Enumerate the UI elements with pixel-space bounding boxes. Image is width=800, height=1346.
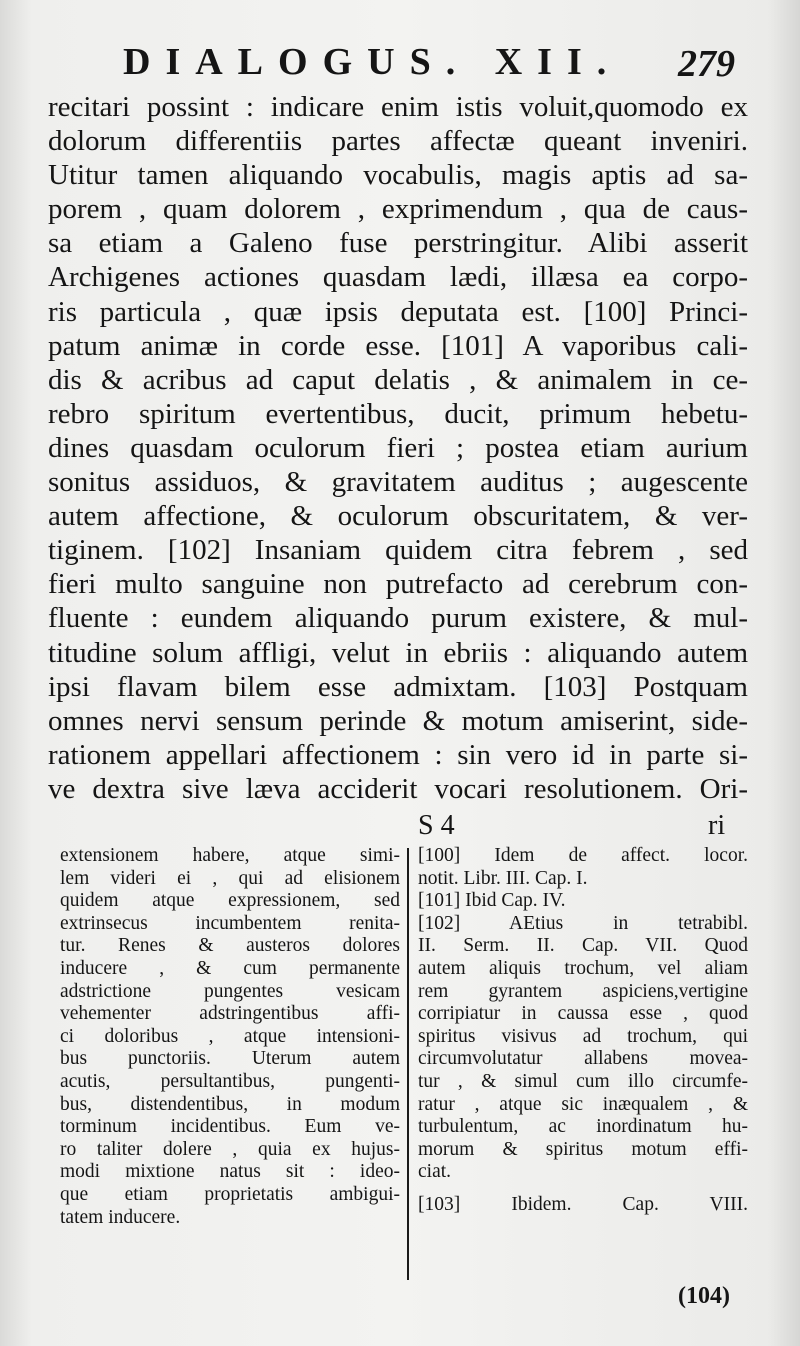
footnote-line: ro taliter dolere , quia ex hujus- [60, 1138, 400, 1160]
main-text-line: Utitur tamen aliquando vocabulis, magis aptis ad sa- [48, 159, 748, 192]
running-head-title: DIALOGUS. XII. [123, 41, 622, 83]
footnote-line: autem aliquis trochum, vel aliam [418, 957, 748, 979]
footnote-line: corripiatur in caussa esse , quod [418, 1003, 748, 1025]
footnote-line: II. Serm. II. Cap. VII. Quod [418, 935, 748, 957]
footnote-line: ci doloribus , atque intensioni- [60, 1025, 400, 1047]
running-head [115, 40, 735, 92]
main-text-line: ris particula , quæ ipsis deputata est. [100] Princi- [48, 295, 748, 328]
main-text-line: fluente : eundem aliquando purum existere, & mul- [48, 602, 748, 635]
footnote-line: [101] Ibid Cap. IV. [418, 890, 566, 912]
page-number: 279 [678, 43, 735, 85]
footnote-line: notit. Libr. III. Cap. I. [418, 867, 588, 889]
footnote-line: turbulentum, ac inordinatum hu- [418, 1116, 748, 1138]
main-text-line: tiginem. [102] Insaniam quidem citra febrem , sed [48, 534, 748, 567]
footnote-line: que etiam proprietatis ambigui- [60, 1183, 400, 1205]
footnote-line: rem gyrantem aspiciens,vertigine [418, 980, 748, 1002]
footnote-line: quidem atque expressionem, sed [60, 890, 400, 912]
footnote-line: acutis, persultantibus, pungenti- [60, 1070, 400, 1092]
footnote-line: lem videri ei , qui ad elisionem [60, 867, 400, 889]
main-text-line: dolorum differentiis partes affectæ queant inveniri. [48, 125, 748, 158]
footnote-line: extrinsecus incumbentem renita- [60, 912, 400, 934]
main-text-line: rationem appellari affectionem : sin vero id in parte si- [48, 738, 748, 771]
main-text-line: dines quasdam oculorum fieri ; postea etiam aurium [48, 431, 748, 464]
footnote-line: [102] AEtius in tetrabibl. [418, 912, 748, 934]
main-text-line: dis & acribus ad caput delatis , & animalem in ce- [48, 363, 748, 396]
main-text-line: omnes nervi sensum perinde & motum amiserint, side- [48, 704, 748, 737]
main-text-line: fieri multo sanguine non putrefacto ad cerebrum con- [48, 568, 748, 601]
footnote-line: modi mixtione natus sit : ideo- [60, 1161, 400, 1183]
main-text-line: autem affectione, & oculorum obscuritatem, & ver- [48, 500, 748, 533]
footnote-line: bus punctoriis. Uterum autem [60, 1048, 400, 1070]
footnote-line: morum & spiritus motum effi- [418, 1138, 748, 1160]
footnote-line: torminum incidentibus. Eum ve- [60, 1116, 400, 1138]
main-text-line: Archigenes actiones quasdam lædi, illæsa ea corpo- [48, 261, 748, 294]
main-text-line: recitari possint : indicare enim istis voluit,quomodo ex [48, 91, 748, 123]
footnote-line: tur. Renes & austeros dolores [60, 935, 400, 957]
main-text-line: porem , quam dolorem , exprimendum , qua de caus- [48, 193, 748, 226]
footnote-line: spiritus visivus ad trochum, qui [418, 1025, 748, 1047]
main-text-line: sa etiam a Galeno fuse perstringitur. Alibi asserit [48, 227, 748, 260]
footnote-line: [103] Ibidem. Cap. VIII. [418, 1193, 748, 1215]
footnotes-left-column [60, 845, 400, 1229]
main-text-line: ipsi flavam bilem esse admixtam. [103] Postquam [48, 670, 748, 703]
main-text-line: titudine solum affligi, velut in ebriis : aliquando autem [48, 636, 748, 669]
footnote-line: tur , & simul cum illo circumfe- [418, 1070, 748, 1092]
footnote-spacer [418, 1184, 748, 1194]
footnote-line: adstrictione pungentes vesicam [60, 980, 400, 1002]
footnote-line: extensionem habere, atque simi- [60, 845, 400, 866]
footnote-line: vehementer adstringentibus affi- [60, 1003, 400, 1025]
footnote-line: ciat. [418, 1161, 452, 1183]
footnote-line: inducere , & cum permanente [60, 957, 400, 979]
main-text-block [48, 90, 748, 806]
footnote-line: circumvolutatur allabens movea- [418, 1048, 748, 1070]
footnotes-right-column [418, 845, 748, 1217]
main-text-line: patum animæ in corde esse. [101] A vaporibus cali- [48, 329, 748, 362]
signature-mark: S 4 [418, 810, 455, 841]
main-text-line: sonitus assiduos, & gravitatem auditus ; augescente [48, 466, 748, 499]
main-text-line: rebro spiritum evertentibus, ducit, primum hebetu- [48, 397, 748, 430]
footnote-line: [100] Idem de affect. locor. [418, 845, 748, 866]
footnote-line: bus, distendentibus, in modum [60, 1093, 400, 1115]
footnote-line: tatem inducere. [60, 1206, 181, 1228]
column-divider-rule [407, 848, 409, 1280]
footnote-line: ratur , atque sic inæqualem , & [418, 1093, 748, 1115]
main-text-line: ve dextra sive læva acciderit vocari resolutionem. Ori- [48, 772, 748, 805]
bottom-folio-number: (104) [678, 1283, 730, 1309]
catchword: ri [708, 810, 726, 841]
